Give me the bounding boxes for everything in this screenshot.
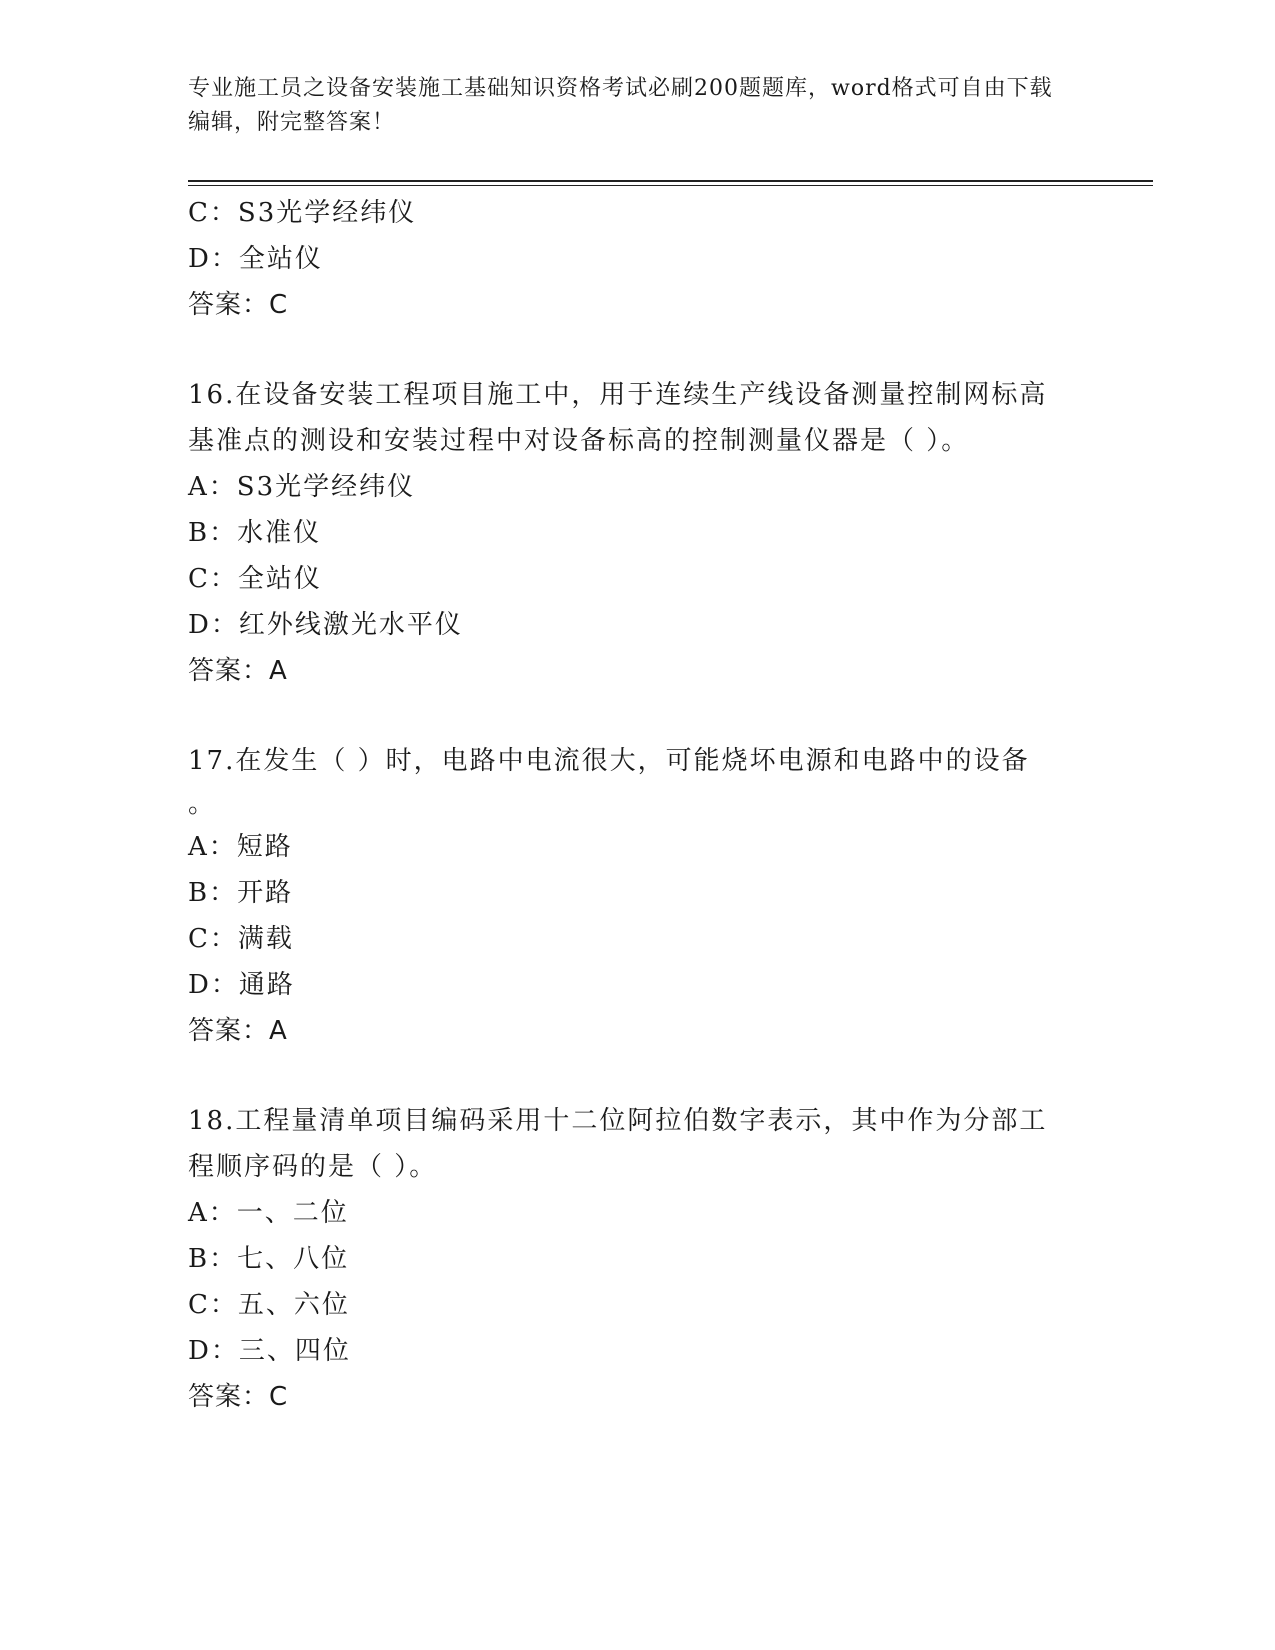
option-d: D：红外线激光水平仪: [188, 610, 463, 640]
option-c: C：S3光学经纬仪: [188, 198, 417, 228]
option-c: C：满载: [188, 924, 294, 954]
option-b: B：开路: [188, 878, 294, 908]
option-c: C：五、六位: [188, 1290, 350, 1320]
option-a: A：S3光学经纬仪: [188, 472, 416, 502]
answer-line: 答案：C: [188, 1382, 289, 1412]
option-b: B：水准仪: [188, 518, 322, 548]
question-18: [188, 1098, 1088, 1420]
header-rule-thin: [188, 185, 1153, 186]
question-stem-line: 16.在设备安装工程项目施工中，用于连续生产线设备测量控制网标高: [188, 380, 1048, 410]
option-d: D：三、四位: [188, 1336, 351, 1366]
answer-line: 答案：A: [188, 1016, 288, 1046]
question-stem-line: 17.在发生（ ）时，电路中电流很大，可能烧坏电源和电路中的设备: [188, 746, 1030, 776]
option-c: C：全站仪: [188, 564, 322, 594]
option-d: D：通路: [188, 970, 295, 1000]
question-17: [188, 738, 1088, 1054]
header-rule-thick: [188, 180, 1153, 182]
question-16: [188, 372, 1088, 694]
document-header: 专业施工员之设备安装施工基础知识资格考试必刷200题题库，word格式可自由下载编辑，附完整答案！: [188, 76, 1053, 135]
option-a: A：短路: [188, 832, 293, 862]
carryover-block: [188, 190, 1088, 328]
option-a: A：一、二位: [188, 1198, 349, 1228]
question-stem-line: 程顺序码的是（ ）。: [188, 1152, 438, 1182]
question-content: [188, 190, 1088, 1420]
question-stem-line: 18.工程量清单项目编码采用十二位阿拉伯数字表示，其中作为分部工: [188, 1106, 1048, 1136]
answer-line: 答案：A: [188, 656, 288, 686]
answer-line: 答案：C: [188, 290, 289, 320]
question-stem-line: 基准点的测设和安装过程中对设备标高的控制测量仪器是（ ）。: [188, 426, 970, 456]
option-d: D：全站仪: [188, 244, 323, 274]
question-stem-line: 。: [188, 789, 215, 819]
option-b: B：七、八位: [188, 1244, 350, 1274]
